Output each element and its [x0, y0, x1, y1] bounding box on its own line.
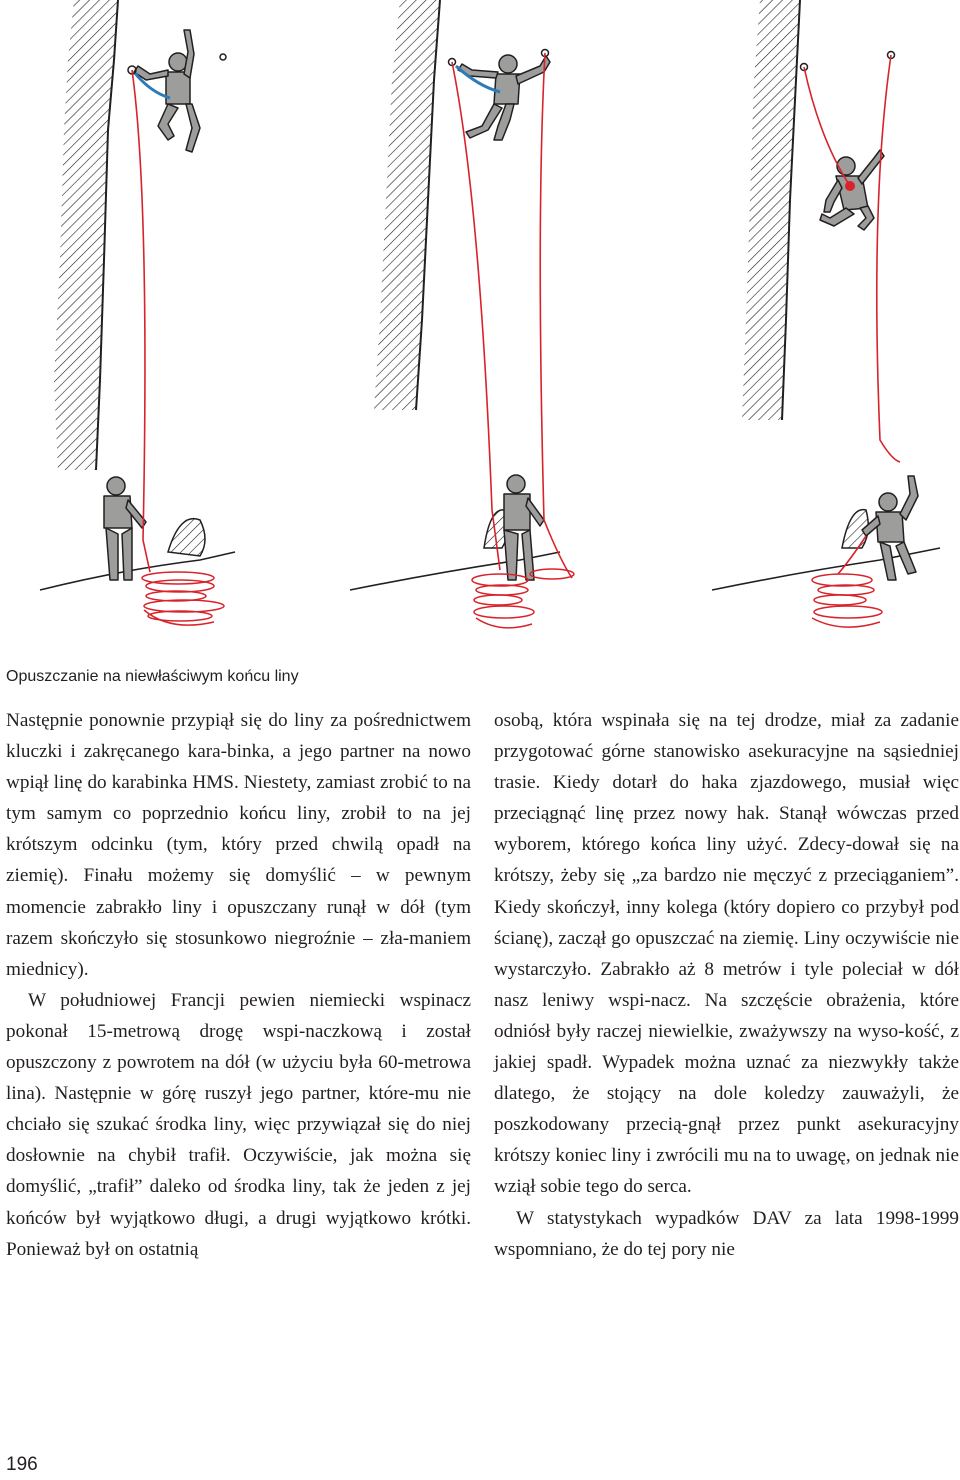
rope-coil-icon [812, 574, 882, 627]
text-column-right [494, 705, 959, 1265]
rope-coil-icon [472, 569, 574, 628]
panel-1 [40, 0, 235, 625]
paragraph: osobą, która wspinała się na tej drodze, miał za zadanie przygotować górne stanowisko asekuracyjne na sąsiedniej trasie. Kiedy dotarł do haka zjazdowego, musiał więc przeciągnąć linę przez nowy hak. Stanął wówczas przed wyborem, którego końca liny użyć. Zdecy-dował się na krótszy, żeby się „za bardzo nie męczyć z przeciąganiem”. Kiedy skończył, inny kolega (który dopiero co przybył pod ścianę), zaczął go opuszczać na ziemię. Liny oczywiście nie wystarczyło. Zabrakło aż 8 metrów i tyle poleciał w dół nasz leniwy wspi-nacz. Na szczęście obrażenia, które odniósł były raczej niewielkie, zważywszy na wyso-kość, z jakiej spadł. Wypadek można uznać za niezwykły także dlatego, że stojący na dole koledzy zauważyli, że poszkodowany przecią-gnął przez punkt asekuracyjny krótszy koniec liny i zwrócili mu na to uwagę, on jednak nie wziął sobie tego do serca. [494, 710, 959, 1198]
text-column-left [6, 705, 471, 1265]
panel-3 [712, 0, 940, 627]
paragraph: Następnie ponownie przypiął się do liny za pośrednictwem kluczki i zakręcanego kara-binka, a jego partner na nowo wpiął linę do karabinka HMS. Niestety, zamiast zrobić to na tym samym co poprzednio końcu liny, zrobił to na jej krótszym odcinku (tym, który przed chwilą opadł na ziemię). Finału możemy się domyślić – w pewnym momencie zabrakło liny i opuszczany runął w dół (tym razem skończyło się stosunkowo niegroźnie – zła-maniem miednicy). [6, 710, 471, 980]
rope-strand [540, 53, 572, 578]
rope-coil-icon [142, 572, 224, 625]
rope-strand [452, 62, 500, 570]
paragraph: W południowej Francji pewien niemiecki wspinacz pokonał 15-metrową drogę wspi-naczkową i został opuszczony z powrotem na dół (w użyciu była 60-metrowa lina). Następnie w górę ruszył jego partner, które-mu nie chciało się szukać środka liny, więc przywiązał się do niej dosłownie na chybił trafił. Oczywiście, jak można się domyślić, „trafił” daleko od środka liny, tak że jeden z jej końców był wyjątkowo długi, a drugi wyjątkowo krótki. Ponieważ był on ostatnią [6, 989, 471, 1260]
lowering-accident-illustration [0, 0, 960, 650]
rock-wall-icon [374, 0, 440, 410]
belayer-figure-icon [104, 477, 146, 580]
belayer-figure-icon [862, 476, 918, 580]
page-number: 196 [6, 1454, 38, 1475]
panel-2 [350, 0, 574, 628]
belayer-figure-icon [504, 475, 544, 580]
rope-strand [132, 70, 150, 572]
ground-slope-icon [40, 519, 235, 590]
rope-strand [877, 55, 900, 462]
bolt-anchor-icon [220, 54, 226, 60]
paragraph: W statystykach wypadków DAV za lata 1998-1999 wspomniano, że do tej pory nie [494, 1207, 959, 1260]
climber-figure-icon [458, 55, 550, 140]
climber-figure-icon [134, 30, 200, 152]
rock-wall-icon [54, 0, 118, 470]
rock-wall-icon [742, 0, 800, 420]
figure-caption: Opuszczanie na niewłaściwym końcu liny [6, 668, 299, 685]
